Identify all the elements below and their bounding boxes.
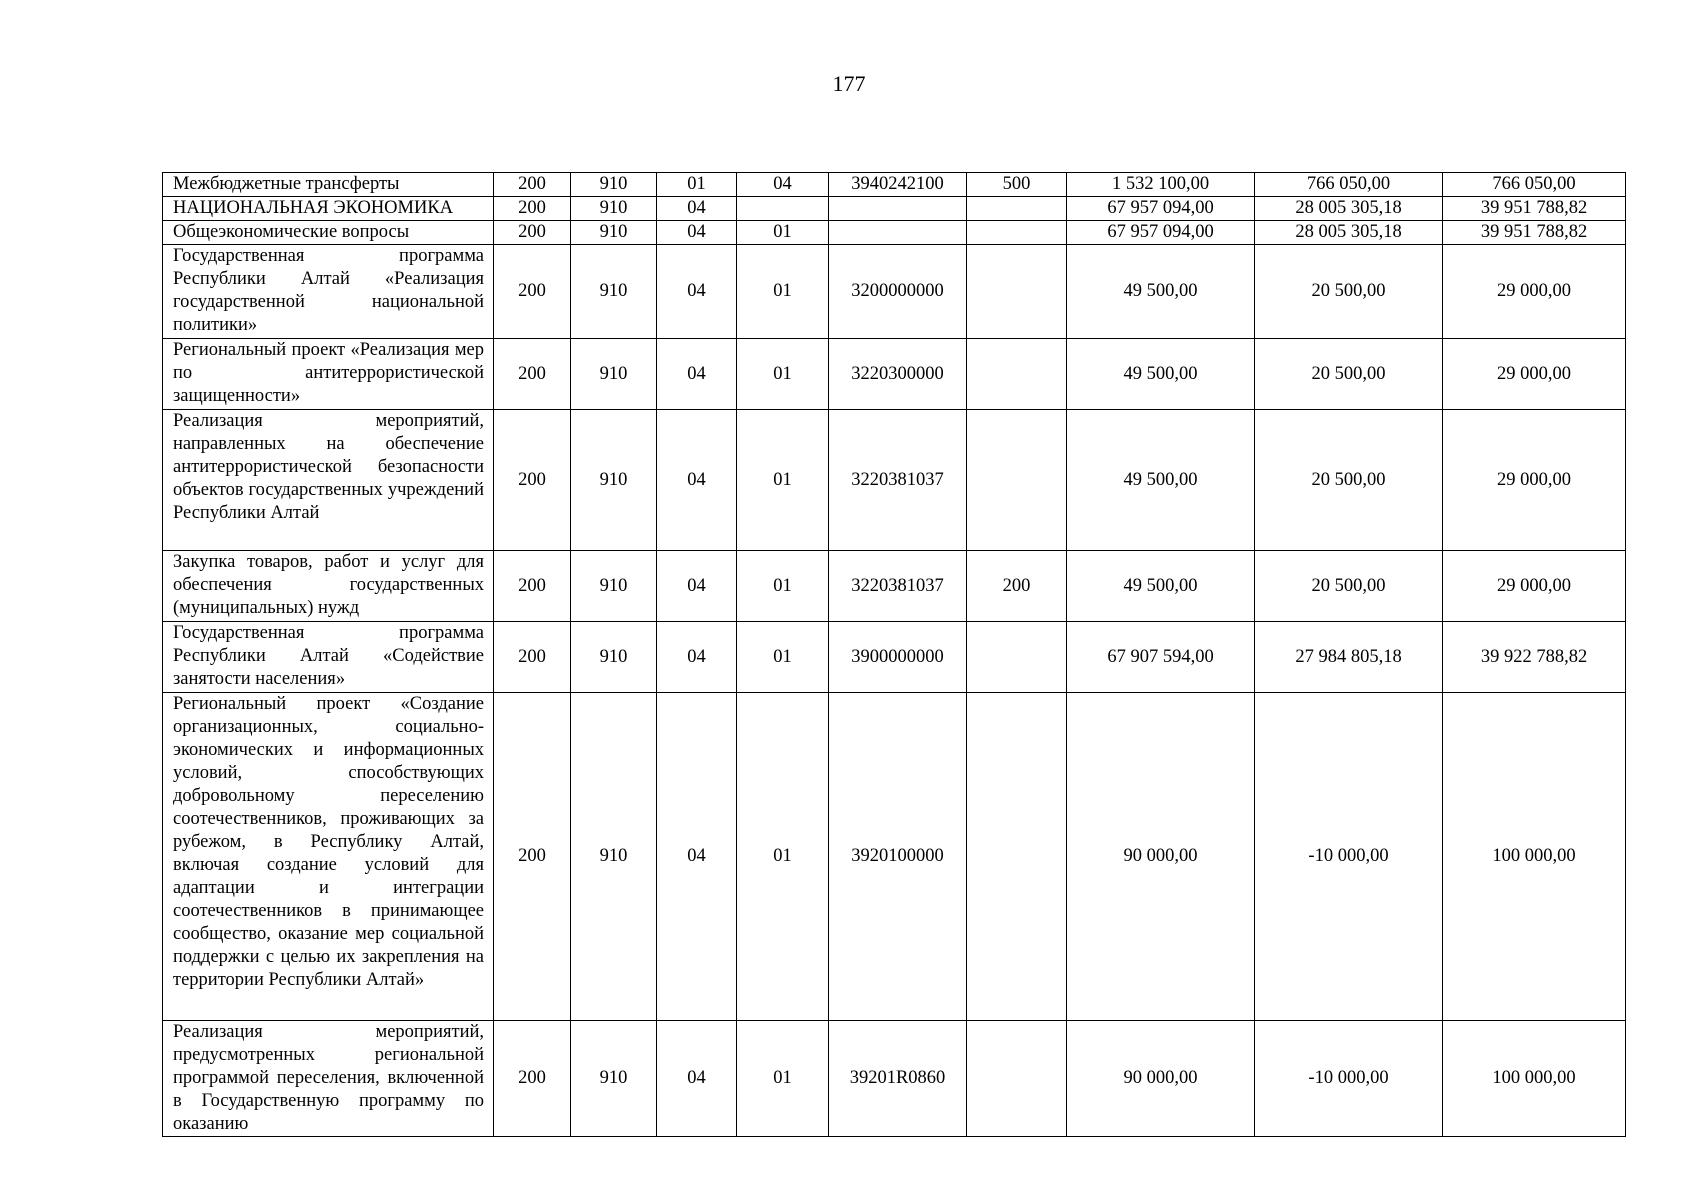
- table-row: [163, 339, 1626, 410]
- cell-amount-2: 20 500,00: [1255, 339, 1443, 410]
- cell-code: 200: [494, 551, 571, 622]
- table-row: [163, 173, 1626, 197]
- row-name: Региональный проект «Реализация мер по антитеррористической защищенности»: [163, 339, 494, 410]
- cell-code: 200: [494, 410, 571, 551]
- cell-ministry: 910: [571, 693, 657, 1021]
- cell-expense-type: [967, 245, 1067, 339]
- cell-ministry: 910: [571, 339, 657, 410]
- table-row: [163, 245, 1626, 339]
- cell-section: 01: [657, 173, 737, 197]
- cell-amount-1: 67 957 094,00: [1067, 221, 1255, 245]
- cell-code: 200: [494, 221, 571, 245]
- cell-target-article: [829, 221, 967, 245]
- cell-section: 04: [657, 1021, 737, 1137]
- cell-ministry: 910: [571, 622, 657, 693]
- cell-target-article: 3220381037: [829, 551, 967, 622]
- cell-amount-2: 20 500,00: [1255, 245, 1443, 339]
- cell-amount-2: -10 000,00: [1255, 693, 1443, 1021]
- cell-code: 200: [494, 197, 571, 221]
- cell-amount-2: 20 500,00: [1255, 551, 1443, 622]
- cell-ministry: 910: [571, 173, 657, 197]
- cell-amount-2: 28 005 305,18: [1255, 221, 1443, 245]
- cell-target-article: 3940242100: [829, 173, 967, 197]
- cell-target-article: 39201R0860: [829, 1021, 967, 1137]
- page-number: 177: [832, 71, 866, 96]
- cell-target-article: 3200000000: [829, 245, 967, 339]
- cell-ministry: 910: [571, 551, 657, 622]
- cell-amount-3: 39 922 788,82: [1443, 622, 1626, 693]
- cell-subsection: 01: [737, 1021, 829, 1137]
- cell-amount-3: 29 000,00: [1443, 339, 1626, 410]
- cell-amount-2: 28 005 305,18: [1255, 197, 1443, 221]
- cell-target-article: 3220381037: [829, 410, 967, 551]
- cell-amount-2: 27 984 805,18: [1255, 622, 1443, 693]
- cell-amount-1: 1 532 100,00: [1067, 173, 1255, 197]
- cell-expense-type: [967, 339, 1067, 410]
- table-row: [163, 221, 1626, 245]
- cell-target-article: [829, 197, 967, 221]
- cell-amount-2: -10 000,00: [1255, 1021, 1443, 1137]
- table-row: [163, 1021, 1626, 1137]
- cell-code: 200: [494, 173, 571, 197]
- row-name: Реализация мероприятий, предусмотренных региональной программой переселения, включенной в Государственную программу по оказанию: [163, 1021, 494, 1137]
- cell-subsection: 04: [737, 173, 829, 197]
- cell-amount-3: 100 000,00: [1443, 1021, 1626, 1137]
- cell-amount-3: 39 951 788,82: [1443, 221, 1626, 245]
- table-row: [163, 622, 1626, 693]
- cell-amount-1: 67 907 594,00: [1067, 622, 1255, 693]
- cell-amount-2: 20 500,00: [1255, 410, 1443, 551]
- cell-amount-3: 29 000,00: [1443, 410, 1626, 551]
- cell-section: 04: [657, 339, 737, 410]
- cell-amount-1: 49 500,00: [1067, 551, 1255, 622]
- cell-section: 04: [657, 693, 737, 1021]
- cell-expense-type: [967, 622, 1067, 693]
- cell-expense-type: [967, 221, 1067, 245]
- cell-ministry: 910: [571, 245, 657, 339]
- cell-subsection: [737, 197, 829, 221]
- cell-amount-2: 766 050,00: [1255, 173, 1443, 197]
- row-name: Закупка товаров, работ и услуг для обеспечения государственных (муниципальных) нужд: [163, 551, 494, 622]
- cell-amount-3: 766 050,00: [1443, 173, 1626, 197]
- cell-code: 200: [494, 245, 571, 339]
- cell-code: 200: [494, 693, 571, 1021]
- cell-expense-type: [967, 1021, 1067, 1137]
- cell-subsection: 01: [737, 622, 829, 693]
- cell-expense-type: [967, 197, 1067, 221]
- cell-subsection: 01: [737, 693, 829, 1021]
- cell-ministry: 910: [571, 410, 657, 551]
- cell-code: 200: [494, 339, 571, 410]
- cell-expense-type: 200: [967, 551, 1067, 622]
- row-name: Реализация мероприятий, направленных на обеспечение антитеррористической безопасности объектов государственных учреждений Республики Алтай: [163, 410, 494, 551]
- row-name: Общеэкономические вопросы: [163, 221, 494, 245]
- cell-amount-1: 49 500,00: [1067, 245, 1255, 339]
- cell-target-article: 3920100000: [829, 693, 967, 1021]
- table-row: [163, 693, 1626, 1021]
- row-name: Государственная программа Республики Алтай «Реализация государственной национальной политики»: [163, 245, 494, 339]
- cell-amount-1: 90 000,00: [1067, 693, 1255, 1021]
- row-name: Государственная программа Республики Алтай «Содействие занятости населения»: [163, 622, 494, 693]
- cell-code: 200: [494, 622, 571, 693]
- table-row: [163, 197, 1626, 221]
- cell-code: 200: [494, 1021, 571, 1137]
- cell-section: 04: [657, 551, 737, 622]
- cell-subsection: 01: [737, 245, 829, 339]
- row-name: НАЦИОНАЛЬНАЯ ЭКОНОМИКА: [163, 197, 494, 221]
- cell-ministry: 910: [571, 221, 657, 245]
- cell-amount-3: 29 000,00: [1443, 245, 1626, 339]
- cell-amount-3: 39 951 788,82: [1443, 197, 1626, 221]
- table-row: [163, 410, 1626, 551]
- cell-amount-1: 90 000,00: [1067, 1021, 1255, 1137]
- cell-target-article: 3220300000: [829, 339, 967, 410]
- cell-target-article: 3900000000: [829, 622, 967, 693]
- cell-amount-1: 49 500,00: [1067, 410, 1255, 551]
- cell-ministry: 910: [571, 1021, 657, 1137]
- cell-section: 04: [657, 410, 737, 551]
- budget-table: [162, 172, 1626, 1137]
- row-name: Межбюджетные трансферты: [163, 173, 494, 197]
- cell-amount-3: 100 000,00: [1443, 693, 1626, 1021]
- cell-expense-type: [967, 410, 1067, 551]
- cell-section: 04: [657, 197, 737, 221]
- cell-section: 04: [657, 245, 737, 339]
- cell-section: 04: [657, 622, 737, 693]
- cell-subsection: 01: [737, 551, 829, 622]
- cell-ministry: 910: [571, 197, 657, 221]
- cell-expense-type: 500: [967, 173, 1067, 197]
- cell-section: 04: [657, 221, 737, 245]
- cell-expense-type: [967, 693, 1067, 1021]
- cell-amount-1: 49 500,00: [1067, 339, 1255, 410]
- row-name: Региональный проект «Создание организационных, социально-экономических и информационных условий, способствующих добровольному переселению соотечественников, проживающих за рубежом, в Республику Алтай, включая создание условий для адаптации и интеграции соотечественников в принимающее сообщество, оказание мер социальной поддержки с целью их закрепления на территории Республики Алтай»: [163, 693, 494, 1021]
- cell-subsection: 01: [737, 339, 829, 410]
- cell-subsection: 01: [737, 221, 829, 245]
- cell-subsection: 01: [737, 410, 829, 551]
- table-row: [163, 551, 1626, 622]
- cell-amount-1: 67 957 094,00: [1067, 197, 1255, 221]
- cell-amount-3: 29 000,00: [1443, 551, 1626, 622]
